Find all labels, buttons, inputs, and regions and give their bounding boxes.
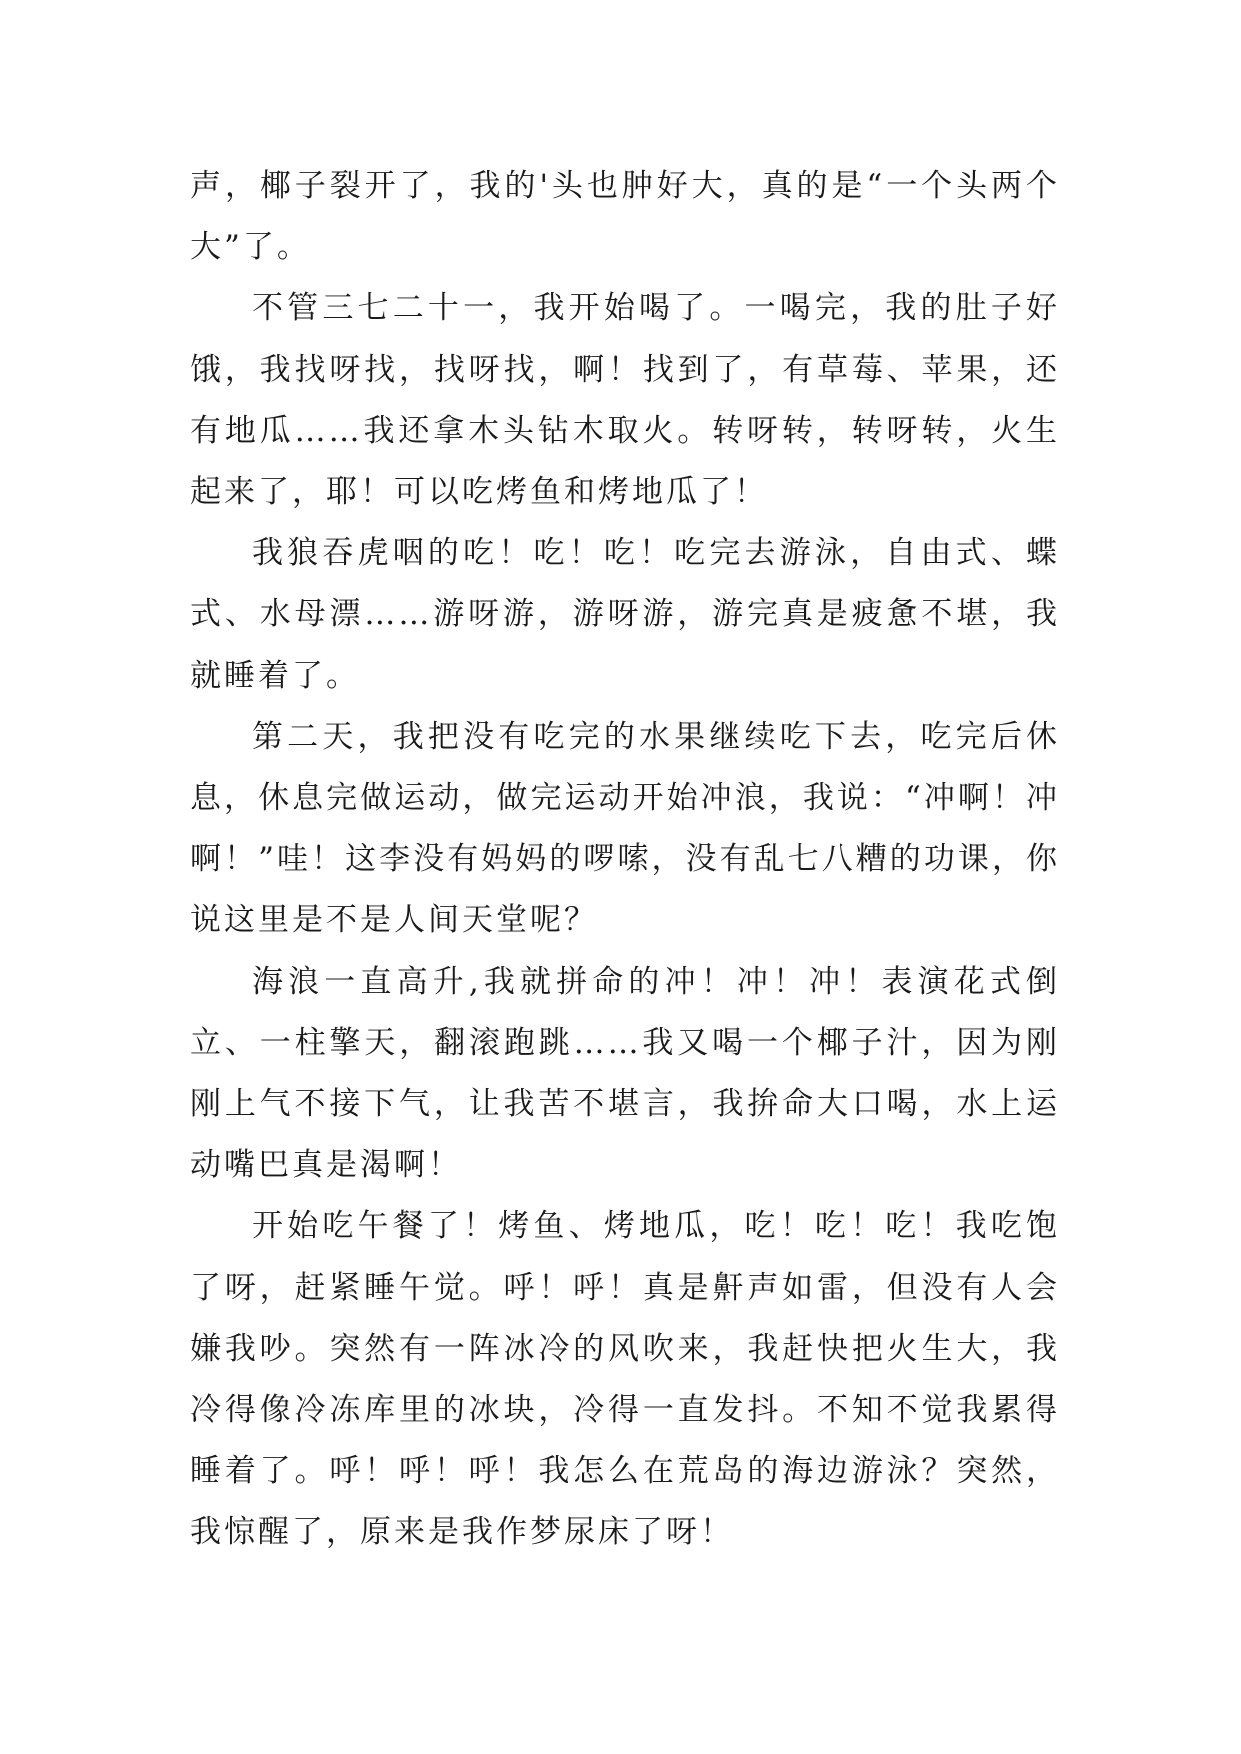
paragraph-3: 我狼吞虎咽的吃！吃！吃！吃完去游泳，自由式、蝶式、水母漂……游呀游，游呀游，游完真是疲惫不堪，我就睡着了。	[190, 535, 1060, 694]
paragraph-2: 不管三七二十一，我开始喝了。一喝完，我的肚子好饿，我找呀找，找呀找，啊！找到了，有草莓、苹果，还有地瓜……我还拿木头钻木取火。转呀转，转呀转，火生起来了，耶！可以吃烤鱼和烤地瓜了！	[190, 290, 1060, 511]
paragraph-4: 第二天，我把没有吃完的水果继续吃下去，吃完后休息，休息完做运动，做完运动开始冲浪，我说：“冲啊！冲啊！”哇！这李没有妈妈的啰嗦，没有乱七八糟的功课，你说这里是不是人间天堂呢？	[190, 718, 1060, 939]
paragraph-6: 开始吃午餐了！烤鱼、烤地瓜，吃！吃！吃！我吃饱了呀，赶紧睡午觉。呼！呼！真是鼾声如雷，但没有人会嫌我吵。突然有一阵冰冷的风吹来，我赶快把火生大，我冷得像冷冻库里的冰块，冷得一直发抖。不知不觉我累得睡着了。呼！呼！呼！我怎么在荒岛的海边游泳？突然，我惊醒了，原来是我作梦尿床了呀！	[190, 1208, 1060, 1551]
paragraph-1: 声，椰子裂开了，我的'头也肿好大，真的是“一个头两个大”了。	[190, 168, 1060, 266]
paragraph-5: 海浪一直高升,我就拼命的冲！冲！冲！表演花式倒立、一柱擎天，翻滚跑跳……我又喝一个椰子汁，因为刚刚上气不接下气，让我苦不堪言，我拚命大口喝，水上运动嘴巴真是渴啊！	[190, 963, 1060, 1184]
document-body	[190, 156, 1060, 1564]
